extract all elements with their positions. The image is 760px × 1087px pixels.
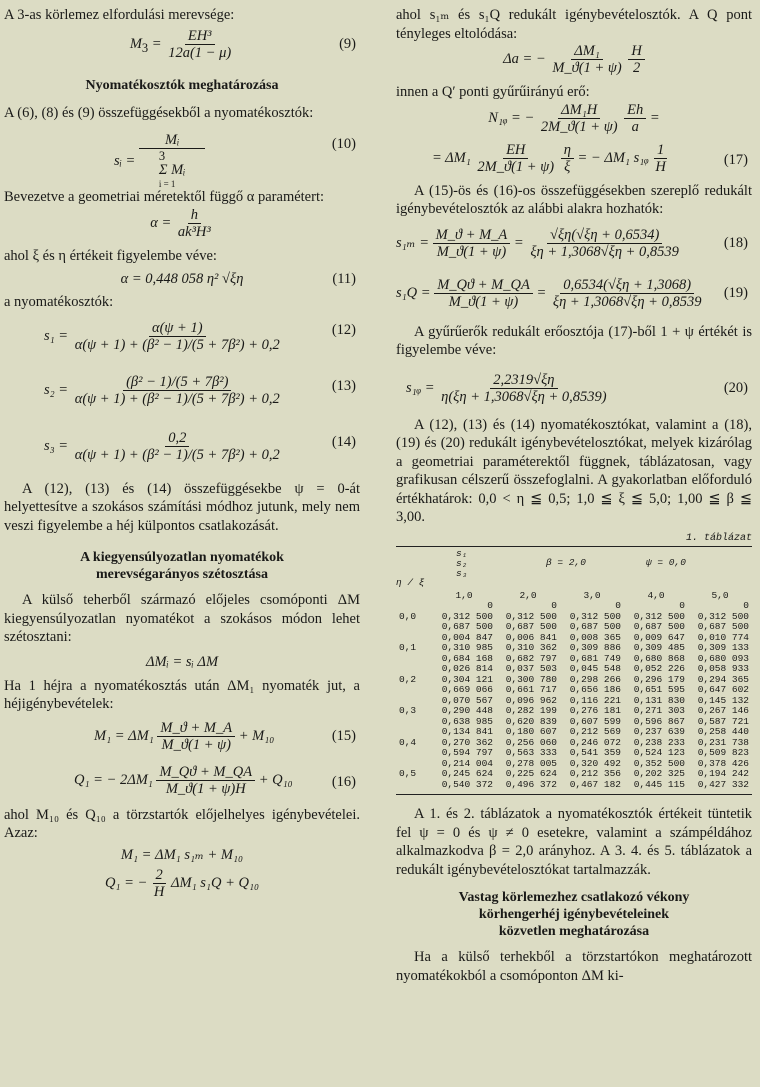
paragraph: Ha 1 héjra a nyomatékosztás után ΔM₁ nyomaték jut, a héjigénybevételek: [4, 677, 360, 712]
table-cell-value: 0,647 602 [697, 684, 749, 695]
table-cell [688, 706, 752, 738]
table-cell [688, 612, 752, 644]
table-cell [496, 769, 560, 790]
table-cell [688, 643, 752, 675]
table-cell [432, 675, 496, 707]
table-cell-value: 0,238 233 [633, 736, 685, 748]
table-cell-value: 0,256 060 [505, 736, 557, 748]
table-cell-value: 0 [743, 600, 749, 611]
table-cell-value: 0,116 221 [569, 694, 621, 706]
table-cell-value: 0,563 333 [505, 747, 557, 758]
table-cell-value: 0,496 372 [505, 778, 557, 790]
table-cell-value: 0,009 647 [633, 631, 685, 643]
table-cell-value: 0,294 365 [697, 673, 749, 685]
table-header-cell: 1,0 [455, 589, 473, 601]
table-cell-value: 0,037 503 [505, 663, 557, 674]
table-cell-value: 0,309 133 [697, 642, 749, 653]
table-cell-value: 0,276 181 [569, 705, 621, 716]
table-cell [560, 675, 624, 707]
table-cell-value: 0,587 721 [697, 715, 749, 727]
table-cell-value: 0,312 500 [505, 610, 557, 622]
table-cell-value: 0,680 093 [697, 652, 749, 664]
equation-20: s₁ᵩ = $\frac{2,2319√\xi\eta}{\eta(\xi\eta + 1,3068√\xi\eta + 0,8539)}$ (20) [406, 371, 748, 405]
table-cell-value: 0,131 830 [633, 694, 685, 706]
equation-17: = ΔM₁ $\frac{EH}{2M\_ϑ(1 + \psi)}$ $\frac{\eta}{\xi}$ = − ΔM₁ s₁ᵩ $\frac{1}{H}$ (17) [432, 141, 748, 175]
table-cell-value: 0,298 266 [569, 673, 621, 685]
table-cell-value: 0,008 365 [569, 631, 621, 643]
table-cell-value: 0,669 066 [441, 684, 493, 695]
table-cell-value: 0,237 639 [633, 726, 685, 737]
equation-number: (18) [723, 234, 748, 251]
table-cell-value: 0,607 599 [569, 715, 621, 727]
section-heading: merevségarányos szétosztása [96, 567, 268, 582]
table-cell [432, 643, 496, 675]
table-cell-value: 0 [615, 600, 621, 611]
table-cell [432, 706, 496, 738]
table-cell-value: 0,212 356 [569, 768, 621, 779]
paragraph: ahol M₁₀ és Q₁₀ a törzstartók előjelhelyes igénybevételei. Azaz: [4, 806, 360, 841]
paragraph: A gyűrűerők redukált erőosztója (17)-ből 1 + ψ értékét is figyelembe véve: [396, 323, 752, 358]
table-cell-value: 0,682 797 [505, 652, 557, 664]
table-cell-value: 0,296 179 [633, 673, 685, 685]
table-cell-value: 0,661 717 [505, 684, 557, 695]
table-cell-value: 0,214 004 [441, 757, 493, 769]
table-cell-value: 0,687 500 [569, 621, 621, 632]
paragraph: A 3-as körlemez elfordulási merevsége: [4, 7, 235, 23]
table-cell [624, 706, 688, 738]
table-row [396, 612, 752, 644]
table-header: s₁ s₂ s₃ β = 2,0 ψ = 0,0 η / ξ [396, 547, 686, 588]
equation-number: (14) [331, 433, 356, 450]
table-cell [688, 675, 752, 707]
table-cell [496, 612, 560, 644]
equation-15: M₁ = ΔM₁ $\frac{M\_ϑ + M\_A}{M\_ϑ(1 + \psi)}$ + M₁₀ (15) [94, 719, 356, 753]
table-cell [688, 769, 752, 790]
table-cell [560, 601, 624, 612]
table-cell-value: 0,687 500 [697, 621, 749, 632]
equation-delta-a: Δa = − $\frac{\text{ΔM₁}}{M\_ϑ(1 + \psi)}$ $\frac{H}{2}$ [396, 43, 752, 83]
table-cell [496, 738, 560, 770]
table-cell [432, 612, 496, 644]
paragraph: Bevezetve a geometriai méretektől függő α paramétert: [4, 189, 325, 205]
equation-11: α = 0,448 058 η² √ξη (11) [4, 265, 360, 293]
equation-13: s₂ = $\frac{\text{(β² − 1)/(5 + 7β²)}}{\text{α(ψ + 1) + (β² − 1)/(5 + 7β²) + 0,2}}$ (13) [44, 373, 356, 407]
table-cell-value: 0 [551, 600, 557, 611]
table-caption: 1. táblázat [685, 532, 752, 544]
table-cell [624, 769, 688, 790]
table-cell-value: 0,267 146 [697, 705, 749, 716]
paragraph: Ha a külső terhekből a törzstartókon meghatározott nyomatékokból a csomóponton ΔM ki- [396, 949, 752, 984]
equation-16: Q₁ = − 2ΔM₁ $\frac{M\_Qϑ + M\_QA}{M\_ϑ(1 + \psi)H}$ + Q₁₀ (16) [74, 763, 356, 797]
equation-number: (19) [723, 284, 748, 301]
table-row [396, 769, 752, 790]
equation-12: s₁ = $\frac{\alpha(\psi + 1)}{\text{α(ψ + 1) + (β² − 1)/(5 + 7β²) + 0,2}}$ (12) [44, 319, 356, 353]
table-cell [560, 738, 624, 770]
paragraph: A (12), (13) és (14) nyomatékosztókat, valamint a (18), (19) és (20) redukált igénybevételosztókat, melyek kizárólag a geometriai paraméterektől függnek, táblázatosan, vagy grafikusan célszerű összefoglalni. A gyakorlatban előforduló értékhatárok: 0,0 < η ≦ 0,5; 1,0 ≦ ξ ≦ 5,0; 1,00 ≦ β ≦ 3,00. [396, 416, 752, 525]
table-header-row [396, 591, 752, 602]
table-cell-value: 0,687 500 [633, 621, 685, 632]
equation-alpha: α = $\frac{h}{\text{ak³H³}}$ [150, 206, 211, 240]
table-cell-value: 0,270 362 [441, 736, 493, 748]
equation-q1: Q₁ = − $\frac{2}{H}$ ΔM₁ s₁Q + Q₁₀ [104, 866, 260, 900]
table-cell-value: 0,010 774 [697, 631, 749, 643]
table-cell-value: 0,309 886 [569, 642, 621, 653]
table-cell [624, 675, 688, 707]
table-cell-value: 0,231 738 [697, 736, 749, 748]
section-heading: körhengerhéj igénybevételeinek [478, 907, 670, 922]
table-row [396, 643, 752, 675]
table-cell-value: 0,320 492 [569, 757, 621, 769]
equation-number: (13) [331, 377, 356, 394]
paragraph: ahol s₁ₘ és s₁Q redukált igénybevételosztók. A Q pont tényleges eltolódása: [396, 7, 752, 42]
table-cell-value: 0,134 841 [441, 726, 493, 737]
table-cell-value: 0 [487, 600, 493, 611]
table-cell-value: 0,278 005 [505, 757, 557, 769]
table-cell-value: 0,638 985 [441, 715, 493, 727]
table-cell [624, 601, 688, 612]
table-cell-eta: 0,1 [399, 642, 417, 653]
equation-number: (9) [339, 35, 356, 52]
paragraph: ahol ξ és η értékeit figyelembe véve: [4, 247, 217, 264]
table-cell-value: 0,180 607 [505, 726, 557, 737]
paragraph: A külső teherből származó előjeles csomóponti ΔM kiegyensúlyozatlan nyomatékot a szokásos módon lehet szétosztani: [4, 592, 360, 645]
table-cell [560, 769, 624, 790]
table-cell-value: 0,681 749 [569, 652, 621, 664]
table-cell-value: 0,045 548 [569, 663, 621, 674]
equation-10: sᵢ = Mᵢ 3 Σ Mᵢ i = 1 (10) [114, 132, 356, 189]
table-cell-value: 0,312 500 [441, 610, 493, 622]
table-cell-value: 0,352 500 [633, 757, 685, 769]
section-heading: Nyomatékosztók meghatározása [85, 77, 279, 93]
table-header-cell: 2,0 [519, 589, 537, 601]
equation-m1: M₁ = ΔM₁ s₁ₘ + M₁₀ [120, 846, 244, 863]
table-cell-value: 0,312 500 [633, 610, 685, 622]
paragraph: A 1. és 2. táblázatok a nyomatékosztók értékeit tüntetik fel ψ = 0 és ψ ≠ 0 esetekre, valamint a számpéldához alkalmazkodva β = 2,0 arányhoz. A 3. 4. és 5. táblázatok a redukált igénybevételosztókat tartalmazzák. [396, 806, 752, 878]
table-cell [432, 738, 496, 770]
table-cell-value: 0,282 199 [505, 705, 557, 716]
table-cell [624, 612, 688, 644]
right-column [396, 6, 752, 985]
table-cell-value: 0 [679, 600, 685, 611]
table-cell [688, 601, 752, 612]
equation-number: (12) [331, 321, 356, 338]
table-row [396, 601, 752, 612]
table-cell-eta: 0,2 [399, 673, 417, 685]
table-cell-value: 0,271 303 [633, 705, 685, 716]
table-cell-value: 0,258 440 [697, 726, 749, 737]
equation-number: (20) [723, 379, 748, 396]
table-cell-eta: 0,5 [399, 768, 417, 779]
table-cell-value: 0,651 595 [633, 684, 685, 695]
table-cell-value: 0,596 867 [633, 715, 685, 727]
table-cell-value: 0,687 500 [441, 621, 493, 632]
table-cell-value: 0,687 500 [505, 621, 557, 632]
table-cell-value: 0,378 426 [697, 757, 749, 769]
paragraph: A (6), (8) és (9) összefüggésekből a nyomatékosztók: [4, 104, 314, 121]
table-cell-value: 0,541 359 [569, 747, 621, 758]
table-cell-value: 0,524 123 [633, 747, 685, 758]
table-cell-value: 0,300 780 [505, 673, 557, 685]
equation-number: (15) [331, 727, 356, 744]
table-cell-eta: 0,4 [399, 736, 417, 748]
table-cell [624, 643, 688, 675]
table-cell-value: 0,310 362 [505, 642, 557, 653]
table-cell-value: 0,684 168 [441, 652, 493, 664]
equation-18: s₁ₘ = $\frac{M\_ϑ + M\_A}{M\_ϑ(1 + \psi)}$ = $\frac{√\xi\eta(√\xi\eta + 0,6534)}{\xi\eta + 1,3068√\xi\eta + 0,8539}$ (18) [396, 226, 748, 260]
table-cell [560, 612, 624, 644]
table-cell-value: 0,006 841 [505, 631, 557, 643]
table-cell-value: 0,245 624 [441, 768, 493, 779]
equation-9: $M_3$ = $\frac{\text{EH³}}{12a(1 - \mu)}$ (9) [4, 25, 360, 63]
table-cell [624, 738, 688, 770]
table-header-cell: 5,0 [711, 589, 729, 601]
table-cell [560, 643, 624, 675]
equation-n1: N₁ᵩ = − $\frac{\text{ΔM₁H}}{2M\_ϑ(1 + \psi)}$ $\frac{Eh}{a}$ = [488, 101, 660, 135]
equation-number: (16) [331, 773, 356, 790]
table-cell-value: 0,212 569 [569, 726, 621, 737]
table-cell-value: 0,304 121 [441, 673, 493, 685]
table-cell-value: 0,070 567 [441, 694, 493, 706]
table-cell-eta: 0,3 [399, 705, 417, 716]
table-cell-value: 0,312 500 [697, 610, 749, 622]
table-cell-value: 0,096 962 [505, 694, 557, 706]
table-cell-eta: 0,0 [399, 610, 417, 622]
equation-number: (10) [331, 136, 356, 152]
table-cell-value: 0,225 624 [505, 768, 557, 779]
table-row [396, 675, 752, 707]
table-cell-value: 0,026 814 [441, 663, 493, 674]
table-cell-value: 0,309 485 [633, 642, 685, 653]
paragraph: innen a Q′ ponti gyűrűirányú erő: [396, 84, 590, 100]
left-column [4, 6, 360, 907]
equation-19: s₁Q = $\frac{M\_Qϑ + M\_QA}{M\_ϑ(1 + \psi)}$ = $\frac{0,6534(√\xi\eta + 1,3068)}{\xi\eta + 1,3068√\xi\eta + 0,8539}$ (19) [396, 276, 748, 310]
table-cell-value: 0,656 186 [569, 684, 621, 695]
table-cell-value: 0,145 132 [697, 694, 749, 706]
paragraph: A (12), (13) és (14) összefüggésekbe ψ = 0-át helyettesítve a szokásos számítási módhoz jutunk, mely nem veszi figyelembe a héj külpontos csatlakozását. [4, 480, 360, 534]
section-heading: A kiegyensúlyozatlan nyomatékok [80, 550, 284, 565]
table-cell-value: 0,290 448 [441, 705, 493, 716]
table-cell [432, 769, 496, 790]
table-cell-eta [396, 601, 432, 612]
table-cell-value: 0,246 072 [569, 736, 621, 748]
table-cell-value: 0,540 372 [441, 778, 493, 790]
table-cell-value: 0,680 868 [633, 652, 685, 664]
table-cell-value: 0,202 325 [633, 768, 685, 779]
table-cell-value: 0,058 933 [697, 663, 749, 674]
table-1 [396, 533, 752, 796]
table-cell-value: 0,467 182 [569, 778, 621, 790]
table-header-cell: 3,0 [583, 589, 601, 601]
table-header-cell: 4,0 [647, 589, 665, 601]
table-cell-value: 0,312 500 [569, 610, 621, 622]
equation-14: s₃ = $\frac{0,2}{\text{α(ψ + 1) + (β² − 1)/(5 + 7β²) + 0,2}}$ (14) [44, 429, 356, 463]
table-cell [496, 643, 560, 675]
table-cell [496, 706, 560, 738]
equation-dm: ΔMᵢ = sᵢ ΔM [145, 653, 219, 670]
paragraph: A (15)-ös és (16)-os összefüggésekben szereplő redukált igénybevételosztók az alábbi alakra hozhatók: [396, 182, 752, 217]
table-cell [688, 738, 752, 770]
table-cell-value: 0,509 823 [697, 747, 749, 758]
section-heading: Vastag körlemezhez csatlakozó vékony [458, 890, 690, 905]
equation-number: (17) [723, 151, 748, 168]
table-cell-value: 0,445 115 [633, 778, 685, 790]
table-row [396, 706, 752, 738]
table-body [396, 591, 752, 791]
equation-number: (11) [332, 271, 356, 287]
table-cell-value: 0,310 985 [441, 642, 493, 653]
table-cell-value: 0,052 226 [633, 663, 685, 674]
table-cell [560, 706, 624, 738]
table-row [396, 738, 752, 770]
table-cell-value: 0,004 847 [441, 631, 493, 643]
table-cell-value: 0,620 839 [505, 715, 557, 727]
table-cell [432, 601, 496, 612]
table-cell [496, 601, 560, 612]
table-cell-value: 0,427 332 [697, 778, 749, 790]
table-cell-value: 0,594 797 [441, 747, 493, 758]
table-cell [496, 675, 560, 707]
table-cell-value: 0,194 242 [697, 768, 749, 779]
paragraph: a nyomatékosztók: [4, 294, 114, 310]
section-heading: közvetlen meghatározása [498, 924, 650, 939]
